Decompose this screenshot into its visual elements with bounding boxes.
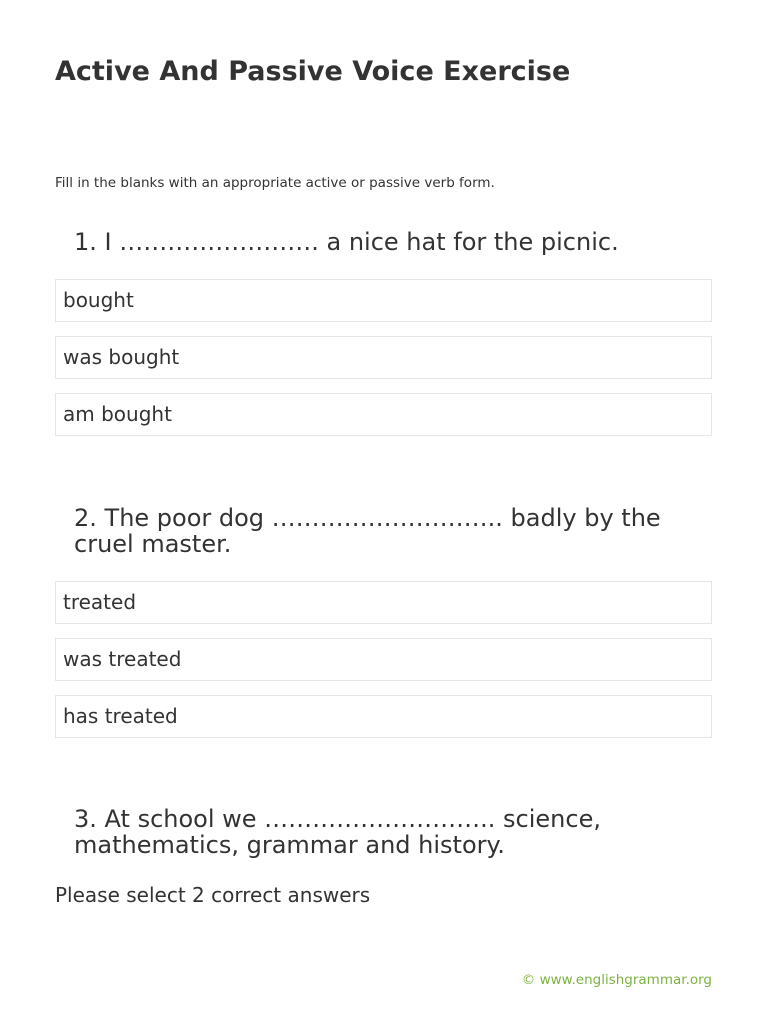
question-2-options [55, 581, 712, 752]
page-title: Active And Passive Voice Exercise [55, 56, 571, 87]
answer-option-has-treated[interactable]: has treated [55, 695, 712, 738]
answer-option-was-bought[interactable]: was bought [55, 336, 712, 379]
answer-option-am-bought[interactable]: am bought [55, 393, 712, 436]
answer-option-was-treated[interactable]: was treated [55, 638, 712, 681]
answer-option-treated[interactable]: treated [55, 581, 712, 624]
question-1-text: 1. I ……………………. a nice hat for the picnic. [74, 228, 619, 256]
site-credit-link[interactable]: © www.englishgrammar.org [521, 972, 712, 988]
answer-option-bought[interactable]: bought [55, 279, 712, 322]
question-1-options [55, 279, 712, 450]
select-answers-note: Please select 2 correct answers [55, 883, 371, 907]
question-2-text: 2. The poor dog ……………………….. badly by the cruel master. [74, 504, 661, 558]
instructions-text: Fill in the blanks with an appropriate active or passive verb form. [55, 175, 495, 191]
question-3-text: 3. At school we ……………………….. science, mathematics, grammar and history. [74, 805, 601, 859]
